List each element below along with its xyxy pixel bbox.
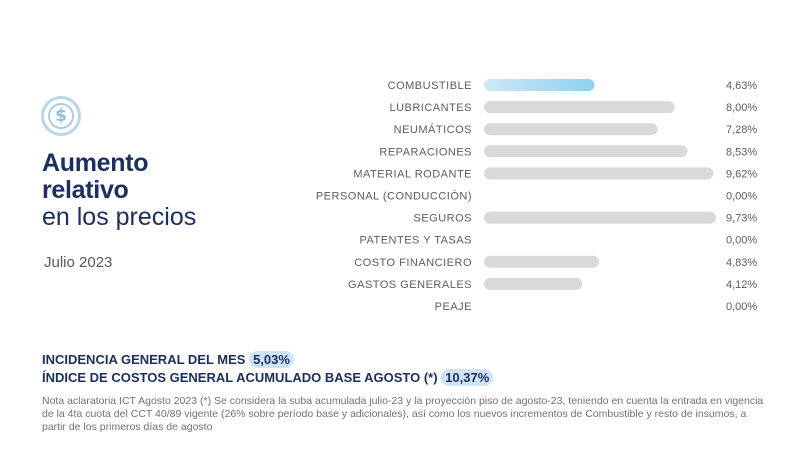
bar xyxy=(484,79,594,91)
category-label: COMBUSTIBLE xyxy=(387,80,472,92)
value-label: 0,00% xyxy=(726,234,758,247)
footnote: Nota aclaratoria ICT Agosto 2023 (*) Se considera la suba acumulada julio-23 y la proyección piso de agosto-23, teniendo en cuenta la entrada en vigencia de la 4ta cuota del CCT 40/89 vigente (26% sobre período base y adicionales), así como los nuevos incrementos de Combustible y resto de insumos, a partir de los primeros días de agosto xyxy=(42,395,764,433)
value-label: 0,00% xyxy=(726,301,758,313)
value-label: 8,53% xyxy=(726,146,758,159)
title-line-1: Aumento xyxy=(42,149,149,177)
incidence-summary xyxy=(42,351,294,368)
category-label: REPARACIONES xyxy=(379,146,472,159)
bar xyxy=(484,101,675,113)
category-label: PATENTES Y TASAS xyxy=(359,234,472,247)
period-label: Julio 2023 xyxy=(44,254,113,271)
dollar-sign-glyph: $ xyxy=(48,103,74,129)
category-label: LUBRICANTES xyxy=(389,102,472,115)
bar xyxy=(484,123,658,135)
title-line-2: relativo xyxy=(42,176,129,204)
bar xyxy=(484,145,687,157)
bar xyxy=(484,167,713,179)
value-label: 0,00% xyxy=(726,190,758,203)
title-line-3: en los precios xyxy=(42,203,197,231)
category-label: PEAJE xyxy=(434,301,472,313)
category-label: MATERIAL RODANTE xyxy=(353,168,472,181)
value-label: 7,28% xyxy=(726,124,758,137)
category-label: SEGUROS xyxy=(413,212,472,225)
value-label: 4,12% xyxy=(726,278,758,291)
cost-index-label: ÍNDICE DE COSTOS GENERAL ACUMULADO BASE AGOSTO (*) xyxy=(42,370,438,385)
bar xyxy=(484,278,582,290)
value-label: 9,73% xyxy=(726,212,758,225)
category-label: PERSONAL (CONDUCCIÓN) xyxy=(315,190,472,203)
category-label: GASTOS GENERALES xyxy=(348,278,472,291)
cost-index-summary xyxy=(42,369,493,386)
value-label: 9,62% xyxy=(726,168,758,181)
value-label: 4,83% xyxy=(726,256,758,269)
category-label: NEUMÁTICOS xyxy=(393,124,472,137)
category-label: COSTO FINANCIERO xyxy=(354,256,472,269)
cost-index-value-badge: 10,37% xyxy=(441,369,493,386)
incidence-label: INCIDENCIA GENERAL DEL MES xyxy=(42,352,246,367)
bar xyxy=(484,256,599,268)
value-label: 8,00% xyxy=(726,102,758,115)
value-label: 4,63% xyxy=(726,80,758,92)
incidence-value-badge: 5,03% xyxy=(249,351,294,368)
bar xyxy=(484,212,716,224)
